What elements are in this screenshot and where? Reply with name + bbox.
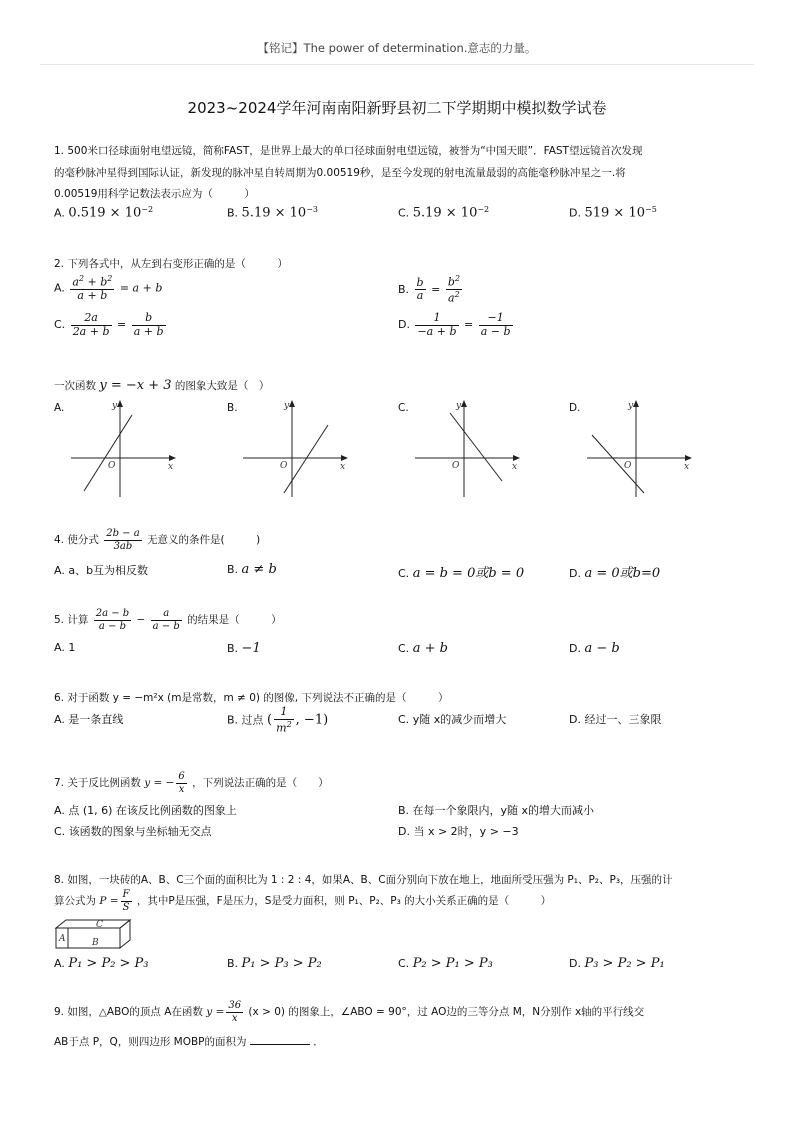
q5-option-d[interactable]: D. a − b bbox=[569, 641, 620, 656]
q5-option-c[interactable]: C. a + b bbox=[398, 641, 448, 656]
q3-stem bbox=[54, 378, 269, 393]
stem-text: 9. 如图，△ABO的顶点 A在函数 bbox=[54, 1006, 203, 1018]
stem-text: 一次函数 bbox=[54, 380, 96, 392]
option-text: 该函数的图象与坐标轴无交点 bbox=[68, 825, 212, 838]
q8-option-a[interactable]: A. P₁ > P₂ > P₃ bbox=[54, 956, 149, 971]
option-label: B. bbox=[398, 282, 410, 296]
option-exp: −2 bbox=[141, 205, 154, 214]
q8-line2: 算公式为 P = $\frac{F}{S}$ ，其中P是压强，F是压力，S是受力面积，则 P₁、P₂、P₃ 的大小关系正确的是（ ） bbox=[54, 889, 552, 913]
header-motto: 【铭记】The power of determination.意志的力量。 bbox=[257, 41, 537, 55]
q5-option-a[interactable]: A. 1 bbox=[54, 641, 76, 654]
option-label: A. bbox=[54, 281, 65, 295]
stem-text: ． bbox=[313, 1036, 324, 1048]
option-text: 是一条直线 bbox=[68, 713, 124, 726]
q3-option-b-label[interactable]: B. bbox=[227, 402, 238, 414]
option-label: D. bbox=[398, 318, 410, 332]
option-label: D. bbox=[569, 206, 581, 220]
q2-option-c[interactable]: C. $\frac{2a}{2a + b}$ = $\frac{b}{a + b}$ bbox=[54, 311, 164, 338]
svg-text:O: O bbox=[452, 461, 460, 471]
option-text: P₂ > P₁ > P₃ bbox=[412, 956, 493, 971]
q8-option-c[interactable]: C. P₂ > P₁ > P₃ bbox=[398, 956, 493, 971]
stem-text: 的结果是（ ） bbox=[187, 614, 282, 626]
svg-text:y: y bbox=[112, 401, 118, 411]
option-text: −1 bbox=[241, 641, 261, 656]
option-text: 过点 bbox=[241, 713, 264, 727]
option-text: 在每一个象限内，y随 x的增大而减小 bbox=[412, 804, 595, 817]
stem-text: (x > 0) 的图象上，∠ABO = 90°，过 AO边的三等分点 M，N分别作 x轴的平行线交 bbox=[248, 1006, 645, 1018]
q6-option-c[interactable]: C. y随 x的减少而增大 bbox=[398, 713, 507, 726]
fraction-denominator: 3ab bbox=[113, 540, 133, 552]
option-label: C. bbox=[398, 206, 410, 220]
q9-line2 bbox=[54, 1034, 324, 1049]
svg-text:O: O bbox=[624, 461, 632, 471]
option-text: y随 x的减少而增大 bbox=[412, 713, 507, 726]
stem-text: 5. 计算 bbox=[54, 614, 89, 626]
q3-graph-b[interactable] bbox=[238, 395, 353, 500]
option-text: 点 (1, 6) 在该反比例函数的图象上 bbox=[68, 804, 237, 817]
q6-option-b[interactable]: B. 过点 ( $\frac{1}{m^2}$ , −1) bbox=[227, 705, 329, 735]
svg-text:O: O bbox=[108, 461, 116, 471]
stem-text: 的图象大致是（ ） bbox=[174, 380, 270, 392]
option-text: 当 x > 2时，y > −3 bbox=[413, 825, 519, 838]
svg-text:x: x bbox=[512, 462, 518, 472]
option-text: a = 0或b=0 bbox=[584, 566, 661, 581]
option-text: a − b bbox=[584, 641, 620, 656]
q4-option-c[interactable]: C. a = b = 0或b = 0 bbox=[398, 566, 525, 581]
stem-text: 无意义的条件是( ) bbox=[147, 534, 261, 546]
option-exp: −2 bbox=[477, 205, 490, 214]
q1-line2: 的毫秒脉冲星得到国际认证，新发现的脉冲星自转周期为0.00519秒，是至今发现的射电流量最弱的高能毫秒脉冲星之一.将 bbox=[54, 167, 626, 179]
brick-face-b-label: B bbox=[92, 938, 99, 948]
option-coef: 519 bbox=[584, 205, 610, 221]
brick-diagram bbox=[54, 918, 134, 952]
q3-option-d-label[interactable]: D. bbox=[569, 402, 581, 414]
svg-text:y: y bbox=[284, 401, 290, 411]
option-text: a ≠ b bbox=[241, 562, 277, 577]
option-exp: −3 bbox=[306, 205, 318, 214]
option-text: a = b = 0或b = 0 bbox=[412, 566, 525, 581]
stem-text: AB于点 P，Q，则四边形 MOBP的面积为 bbox=[54, 1036, 247, 1048]
page-title: 2023~2024学年河南南阳新野县初二下学期期中模拟数学试卷 bbox=[187, 99, 607, 117]
stem-text: ，下列说法正确的是（ ） bbox=[192, 777, 329, 789]
option-coef: 5.19 bbox=[412, 205, 442, 221]
q4-option-d[interactable]: D. a = 0或b=0 bbox=[569, 566, 661, 581]
brick-face-c-label: C bbox=[96, 920, 103, 930]
q7-stem: 7. 关于反比例函数 y = − $\frac{6}{x}$ ，下列说法正确的是（ ） bbox=[54, 771, 329, 795]
option-text: P₁ > P₂ > P₃ bbox=[68, 956, 149, 971]
q3-graph-a[interactable] bbox=[66, 395, 181, 500]
brick-face-a-label: A bbox=[59, 934, 66, 944]
q8-line1: 8. 如图，一块砖的A、B、C三个面的面积比为 1 : 2 : 4，如果A、B、C面分别向下放在地上，地面所受压强为 P₁、P₂、P₃，压强的计 bbox=[54, 874, 673, 886]
option-text: P₁ > P₃ > P₂ bbox=[241, 956, 322, 971]
stem-text: 算公式为 bbox=[54, 895, 96, 907]
answer-blank[interactable] bbox=[250, 1034, 310, 1045]
fraction-numerator: 2b − a bbox=[106, 528, 140, 539]
stem-text: 7. 关于反比例函数 bbox=[54, 777, 141, 789]
svg-text:y: y bbox=[628, 401, 634, 411]
q2-option-a[interactable]: A. $\frac{a^2 + b^2}{a + b}$ = a + b bbox=[54, 274, 163, 303]
q4-stem bbox=[54, 528, 260, 552]
option-label: B. bbox=[227, 206, 239, 220]
q7-option-d[interactable]: D. 当 x > 2时，y > −3 bbox=[398, 825, 519, 838]
option-text: P₃ > P₂ > P₁ bbox=[584, 956, 665, 971]
q9-line1: 9. 如图，△ABO的顶点 A在函数 y = $\frac{36}{x}$ (x > 0) 的图象上，∠ABO = 90°，过 AO边的三等分点 M，N分别作 x轴的平行线交 bbox=[54, 1000, 645, 1024]
q1-option-c[interactable]: C. $5.19 \times 10^{-2}$ bbox=[398, 205, 490, 221]
option-text: 1 bbox=[68, 641, 76, 654]
svg-text:x: x bbox=[168, 462, 174, 472]
q3-option-a-label[interactable]: A. bbox=[54, 402, 65, 414]
option-coef: 5.19 bbox=[241, 205, 271, 221]
q3-graph-d[interactable] bbox=[582, 395, 697, 500]
stem-text: ，其中P是压强，F是压力，S是受力面积，则 P₁、P₂、P₃ 的大小关系正确的是（ ） bbox=[136, 895, 552, 907]
q1-option-d[interactable]: D. $519 \times 10^{-5}$ bbox=[569, 205, 657, 221]
option-text: 经过一、三象限 bbox=[584, 713, 662, 726]
option-label: A. bbox=[54, 206, 65, 220]
q7-option-b[interactable]: B. 在每一个象限内，y随 x的增大而减小 bbox=[398, 804, 595, 817]
graph-line bbox=[84, 415, 132, 491]
option-text: a + b bbox=[412, 641, 448, 656]
svg-text:O: O bbox=[280, 461, 288, 471]
option-exp: −5 bbox=[645, 205, 657, 214]
header-divider bbox=[40, 64, 754, 65]
option-label: C. bbox=[54, 318, 66, 332]
option-text: a、b互为相反数 bbox=[68, 564, 149, 577]
q2-option-b[interactable]: B. $\frac{b}{a}$ = $\frac{b^2}{a^2}$ bbox=[398, 274, 460, 305]
q3-graph-c[interactable] bbox=[410, 395, 525, 500]
q1-option-b[interactable]: B. $5.19 \times 10^{-3}$ bbox=[227, 205, 318, 221]
q8-option-b[interactable]: B. P₁ > P₃ > P₂ bbox=[227, 956, 322, 971]
q5-option-b[interactable]: B. −1 bbox=[227, 641, 261, 656]
q6-stem: 6. 对于函数 y = −m²x (m是常数，m ≠ 0) 的图像, 下列说法不正确的是（ ） bbox=[54, 692, 449, 704]
svg-text:x: x bbox=[684, 462, 690, 472]
svg-text:x: x bbox=[340, 462, 346, 472]
q7-option-c[interactable]: C. 该函数的图象与坐标轴无交点 bbox=[54, 825, 212, 838]
q3-option-c-label[interactable]: C. bbox=[398, 402, 409, 414]
function-expr: y = −x + 3 bbox=[99, 378, 172, 393]
svg-text:y: y bbox=[456, 401, 462, 411]
q2-stem: 2. 下列各式中，从左到右变形正确的是（ ） bbox=[54, 258, 288, 270]
q1-option-a[interactable]: A. $0.519 \times 10^{-2}$ bbox=[54, 205, 154, 221]
q8-option-d[interactable]: D. P₃ > P₂ > P₁ bbox=[569, 956, 665, 971]
q7-option-a[interactable]: A. 点 (1, 6) 在该反比例函数的图象上 bbox=[54, 804, 237, 817]
q4-option-a[interactable]: A. a、b互为相反数 bbox=[54, 564, 149, 577]
option-coef: 0.519 bbox=[68, 205, 106, 221]
q2-option-d[interactable]: D. $\frac{1}{-a + b}$ = $\frac{-1}{a - b}$ bbox=[398, 311, 511, 338]
q6-option-a[interactable]: A. 是一条直线 bbox=[54, 713, 124, 726]
graph-line bbox=[284, 425, 328, 493]
stem-text: 4. 使分式 bbox=[54, 534, 99, 546]
q5-stem: 5. 计算 $\frac{2a - b}{a - b}$ − $\frac{a}{a - b}$ 的结果是（ ） bbox=[54, 608, 282, 632]
q6-option-d[interactable]: D. 经过一、三象限 bbox=[569, 713, 662, 726]
q1-line3: 0.00519用科学记数法表示应为（ ） bbox=[54, 188, 255, 200]
q1-line1: 1. 500米口径球面射电望远镜，简称FAST，是世界上最大的单口径球面射电望远镜，被誉为“中国天眼”．FAST望远镜首次发现 bbox=[54, 145, 643, 157]
q4-option-b[interactable]: B. a ≠ b bbox=[227, 562, 277, 577]
